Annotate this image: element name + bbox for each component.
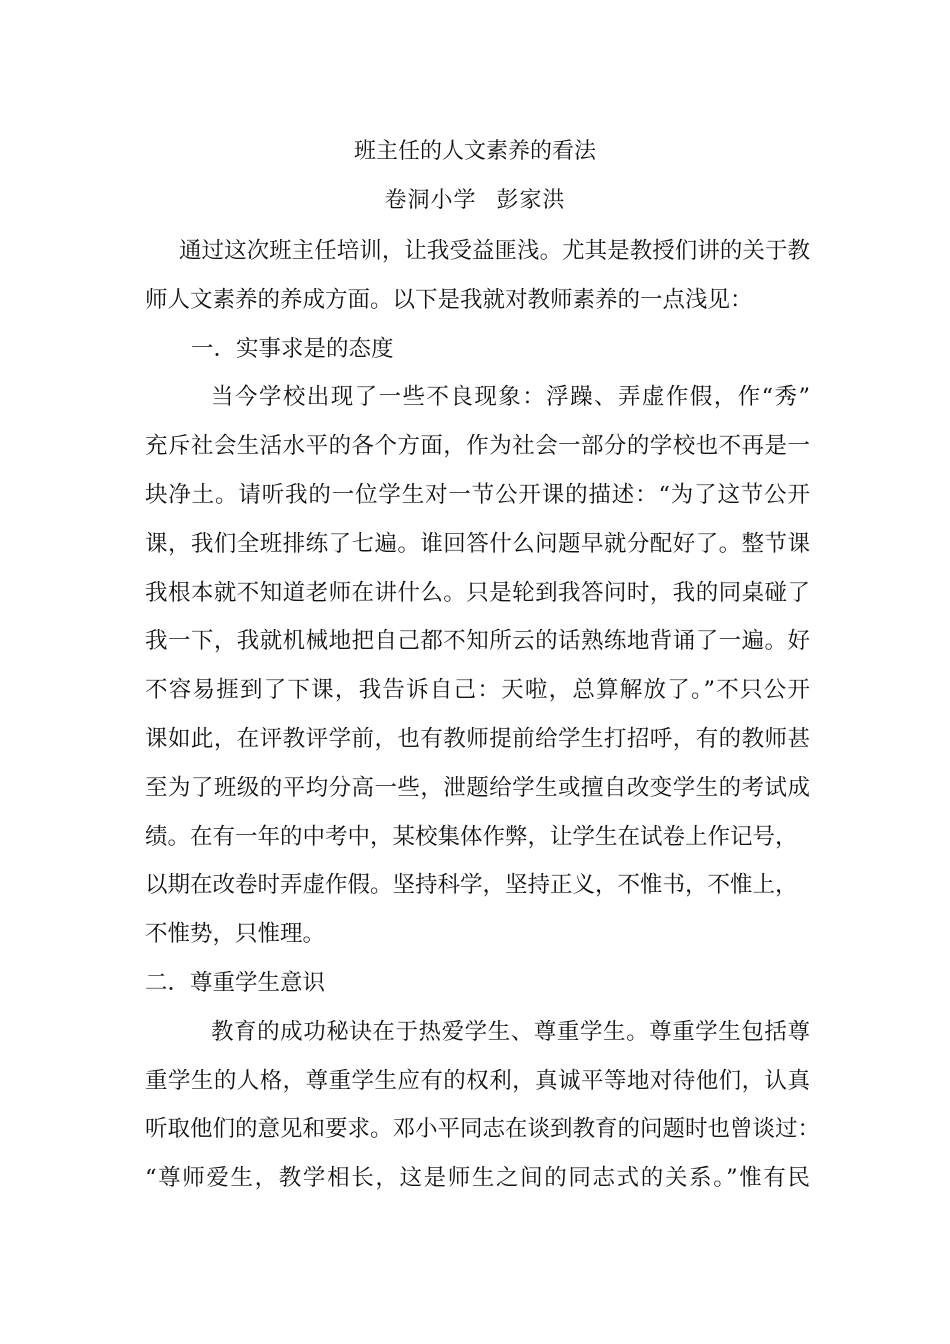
- section-heading-1: 一．实事求是的态度: [191, 335, 394, 362]
- paragraph-line: 师人文素养的养成方面。以下是我就对教师素养的一点浅见：: [145, 286, 753, 313]
- paragraph-line: “尊师爱生，教学相长，这是师生之间的同志式的关系。”惟有民: [145, 1165, 810, 1192]
- paragraph-line: 我根本就不知道老师在讲什么。只是轮到我答问时，我的同桌碰了: [145, 579, 810, 606]
- paragraph-line: 课，我们全班排练了七遍。谁回答什么问题早就分配好了。整节课: [145, 530, 810, 557]
- document-title: 班主任的人文素养的看法: [353, 139, 596, 164]
- author-line: [0, 186, 950, 216]
- author-name: 彭家洪: [496, 188, 566, 213]
- paragraph-line: 不容易捱到了下课，我告诉自己：天啦，总算解放了。”不只公开: [145, 677, 810, 704]
- paragraph-line: 课如此，在评教评学前，也有教师提前给学生打招呼，有的教师甚: [145, 725, 810, 752]
- paragraph-line: 我一下，我就机械地把自己都不知所云的话熟练地背诵了一遍。好: [145, 628, 810, 655]
- author-school: 卷洞小学: [384, 188, 477, 213]
- paragraph-line: 充斥社会生活水平的各个方面，作为社会一部分的学校也不再是一: [145, 433, 810, 460]
- paragraph-line: 至为了班级的平均分高一些，泄题给学生或擅自改变学生的考试成: [145, 774, 810, 801]
- paragraph-line: 听取他们的意见和要求。邓小平同志在谈到教育的问题时也曾谈过：: [145, 1116, 821, 1143]
- paragraph-line: 当今学校出现了一些不良现象：浮躁、弄虚作假，作“秀”: [211, 384, 810, 411]
- paragraph-line: 绩。在有一年的中考中，某校集体作弊，让学生在试卷上作记号，: [145, 823, 798, 850]
- paragraph-line: 以期在改卷时弄虚作假。坚持科学，坚持正义，不惟书，不惟上，: [145, 872, 798, 899]
- paragraph-line: 不惟势，只惟理。: [145, 921, 326, 948]
- paragraph-line: 块净土。请听我的一位学生对一节公开课的描述：“为了这节公开: [145, 481, 810, 508]
- paragraph-line: 通过这次班主任培训，让我受益匪浅。尤其是教授们讲的关于教: [179, 238, 810, 264]
- body-text: [145, 234, 821, 1210]
- paragraph-line: 重学生的人格，尊重学生应有的权利，真诚平等地对待他们，认真: [145, 1067, 810, 1094]
- paragraph-line: 教育的成功秘诀在于热爱学生、尊重学生。尊重学生包括尊: [211, 1018, 810, 1045]
- section-heading-2: 二．尊重学生意识: [145, 969, 326, 996]
